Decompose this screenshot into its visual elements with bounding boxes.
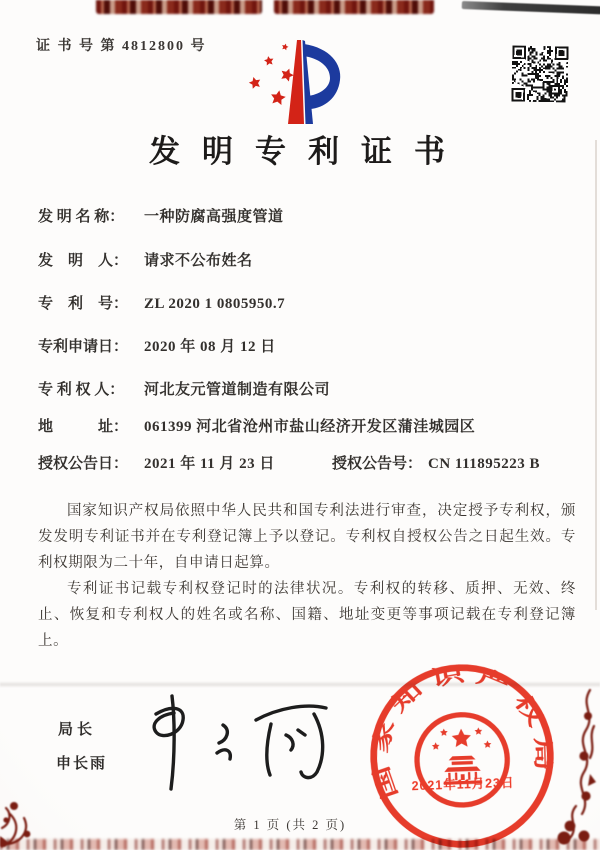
seal-date-text: 2021年11月23日 [411,775,515,794]
field-value: 请求不公布姓名 [144,253,253,269]
field-label: 发 明 人： [38,253,129,269]
field-label: 授权公告号： [332,456,423,472]
cnipa-logo-icon [238,34,358,130]
field-value: 2021 年 11 月 23 日 [144,456,275,472]
top-border-ornament [274,0,434,14]
field-label: 发 明 名 称： [38,209,125,225]
field-invention-name [38,205,284,226]
commissioner-title: 局长 [58,722,97,738]
field-label: 专 利 号： [38,296,129,312]
field-value: CN 111895223 B [428,456,541,472]
field-grant-number [332,452,540,473]
qr-code-icon [511,45,570,102]
page-number: 第 1 页 (共 2 页) [233,818,347,832]
field-address [38,415,475,436]
field-patentee [38,378,330,399]
field-value: 061399 河北省沧州市盐山经济开发区蒲洼城园区 [144,419,476,435]
commissioner-name: 申长雨 [56,756,108,772]
photo-edge-line [595,140,597,610]
field-label: 授权公告日： [38,456,129,472]
field-filing-date [38,335,276,356]
field-label: 地 址： [38,419,129,435]
photo-edge-artifact [462,1,600,14]
field-value: ZL 2020 1 0805950.7 [144,296,286,312]
field-value: 一种防腐高强度管道 [144,209,284,225]
seal-agency-text: 国 家 知 识 产 权 局 [368,664,555,802]
certificate-number: 证 书 号 第 4812800 号 [36,39,207,54]
field-label: 专利申请日： [38,339,129,355]
field-value: 河北友元管道制造有限公司 [144,382,331,398]
field-value: 2020 年 08 月 12 日 [144,339,276,355]
legal-text [38,498,576,654]
legal-paragraph: 国家知识产权局依照中华人民共和国专利法进行审查，决定授予专利权，颁发发明专利证书并在专利登记簿上予以登记。专利权自授权公告之日起生效。专利权期限为二十年，自申请日起算。 [38,503,576,571]
field-patent-number [38,292,285,313]
field-inventor [38,249,253,270]
signature-autograph [128,690,343,795]
field-label: 专 利 权 人： [38,382,125,398]
certificate-title: 发明专利证书 [149,134,467,169]
field-grant-row [38,452,576,473]
legal-paragraph: 专利证书记载专利权登记时的法律状况。专利权的转移、质押、无效、终止、恢复和专利权人的姓名或名称、国籍、地址变更等事项记载在专利登记簿上。 [38,581,576,649]
top-border-ornament [96,0,262,14]
